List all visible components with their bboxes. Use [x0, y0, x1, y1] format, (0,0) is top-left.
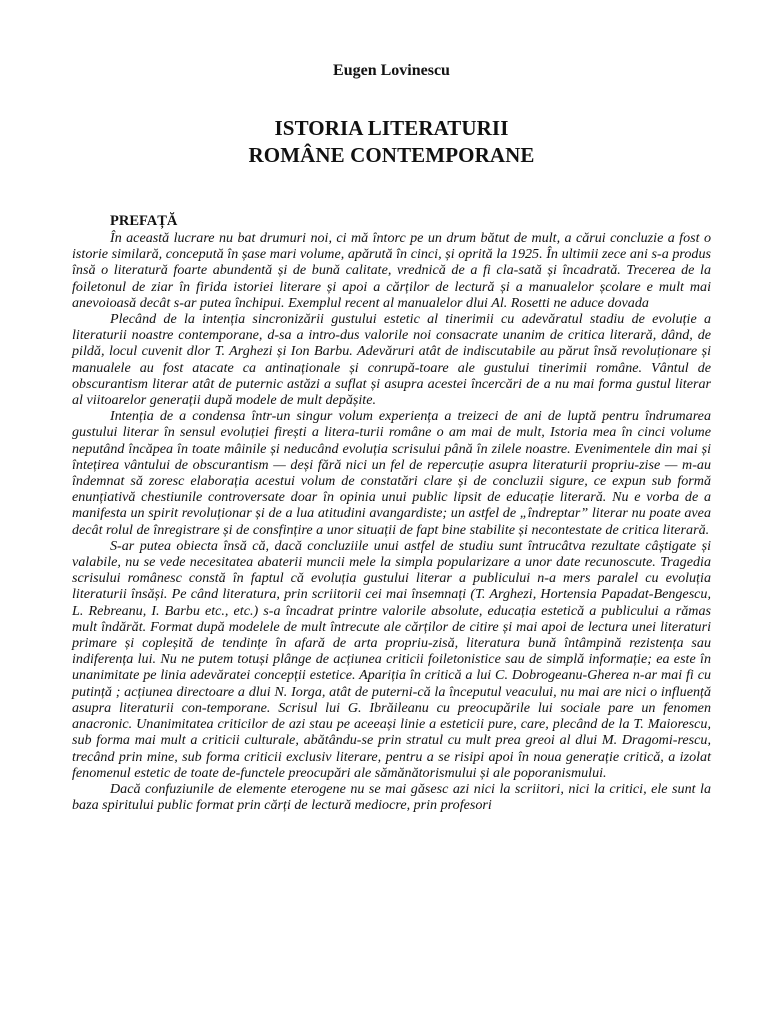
- book-title: [72, 115, 711, 169]
- document-page: [72, 62, 711, 813]
- author-name: Eugen Lovinescu: [333, 62, 450, 79]
- paragraph: În această lucrare nu bat drumuri noi, ci mă întorc pe un drum bătut de mult, a cărui concluzie a fost o istorie similară, concepută în șase mari volume, apărută în cinci, și oprită la 1925. În ultimii zece ani s-a produs însă o literatură foarte abundentă și de bună calitate, vrednică de a fi cla-sată și încadrată. Trecerea de la foiletonul de ziar în firida istoriei literare și apoi a cărților de lectură și a manualelor școlare e mult mai anevoioasă decât s-ar putea închipui. Exemplul recent al manualelor dlui Al. Rosetti ne aduce dovada: [72, 230, 711, 311]
- paragraph: Intenția de a condensa într-un singur volum experiența a treizeci de ani de luptă pentru îndrumarea gustului literar în sensul evoluției firești a litera-turii române o am mai de mult, Istoria mea în cinci volume neputând încăpea în toate mâinile și neducând evoluția scrisului până în zilele noastre. Evenimentele din mai și întețirea vântului de obscurantism — deși fără nici un fel de repercuție asupra literaturii propriu-zise — m-au îndemnat să zoresc elaborația acestui volum de constatări clare și de concluzii sigure, ce expun sub formă enunțiativă chestiunile controversate doar în opinia unui public lipsit de educație literară. Nu e vorba de a manifesta un spirit revoluționar și de a lua atitudini avangardiste; un astfel de „îndreptar” literar nu poate avea decât rolul de înregistrare și de consfințire a unor situații de fapt bine stabilite și necontestate de critica literară.: [72, 408, 711, 538]
- section-heading: PREFAȚĂ: [110, 213, 178, 229]
- paragraph: Plecând de la intenția sincronizării gustului estetic al tinerimii cu adevăratul stadiu de evoluție a literaturii noastre contemporane, d-sa a intro-dus valorile noi consacrate unanim de critica literară, dând, de pildă, locul cuvenit dlor T. Arghezi și Ion Barbu. Adevăruri atât de indiscutabile au părut însă revoluționare și manualele au fost atacate ca antinaționale și conrupă-toare ale gustului tinerimii române. Vântul de obscurantism literar atât de puternic astăzi a suflat și asupra acestei încercări de a nu mai forma gustul literar al viitoarelor generații după modele de mult depășite.: [72, 311, 711, 409]
- title-line-1: ISTORIA LITERATURII: [274, 116, 509, 140]
- paragraph: Dacă confuziunile de elemente eterogene nu se mai găsesc azi nici la scriitori, nici la critici, ele sunt la baza spiritului public format prin cărți de lectură mediocre, prin profesori: [72, 780, 711, 814]
- body-text: [72, 230, 711, 813]
- title-line-2: ROMÂNE CONTEMPORANE: [248, 143, 535, 167]
- paragraph: S-ar putea obiecta însă că, dacă concluziile unui astfel de studiu sunt întrucâtva rezultate câștigate și valabile, nu se vede necesitatea abaterii muncii mele la simpla popularizare a unor date recunoscute. Tragedia scrisului românesc constă în faptul că evoluția gustului literar a publicului n-a mers paralel cu evoluția literaturii însăși. Pe când literatura, prin scriitorii cei mai însemnați (T. Arghezi, Hortensia Papadat-Bengescu, L. Rebreanu, I. Barbu etc., etc.) s-a încadrat printre valorile absolute, educația estetică a publicului a rămas mult îndărăt. Format după modelele de mult întrecute ale cărților de citire și mai apoi de lectura unei literaturi primare și copleșită de tendințe în afară de arta propriu-zisă, literatura bună întâmpină rezistența sau indiferența lui. Nu ne putem totuși plânge de acțiunea criticii foiletonistice sau de simplă informație; ea este în unanimitate pe linia adevăratei concepții estetice. Apariția în critică a lui C. Dobrogeanu-Gherea n-ar mai fi cu putință ; acțiunea directoare a dlui N. Iorga, atât de puterni-că la începutul veacului, nu mai are nici o influență asupra literaturii con-temporane. Scrisul lui G. Ibrăileanu cu preocupările lui sociale pare un fenomen anacronic. Unanimitatea criticilor de azi stau pe aceeași linie a esteticii pure, care, plecând de la T. Maiorescu, sub forma mai mult a criticii culturale, abătându-se prin stratul cu mult prea greoi al dlui M. Dragomi-rescu, trecând prin mine, sub forma criticii exclusiv literare, pentru a se risipi apoi în noua generație critică, a izolat fenomenul estetic de toate de-functele preocupări ale sămănătorismului și ale poporanismului.: [72, 537, 711, 781]
